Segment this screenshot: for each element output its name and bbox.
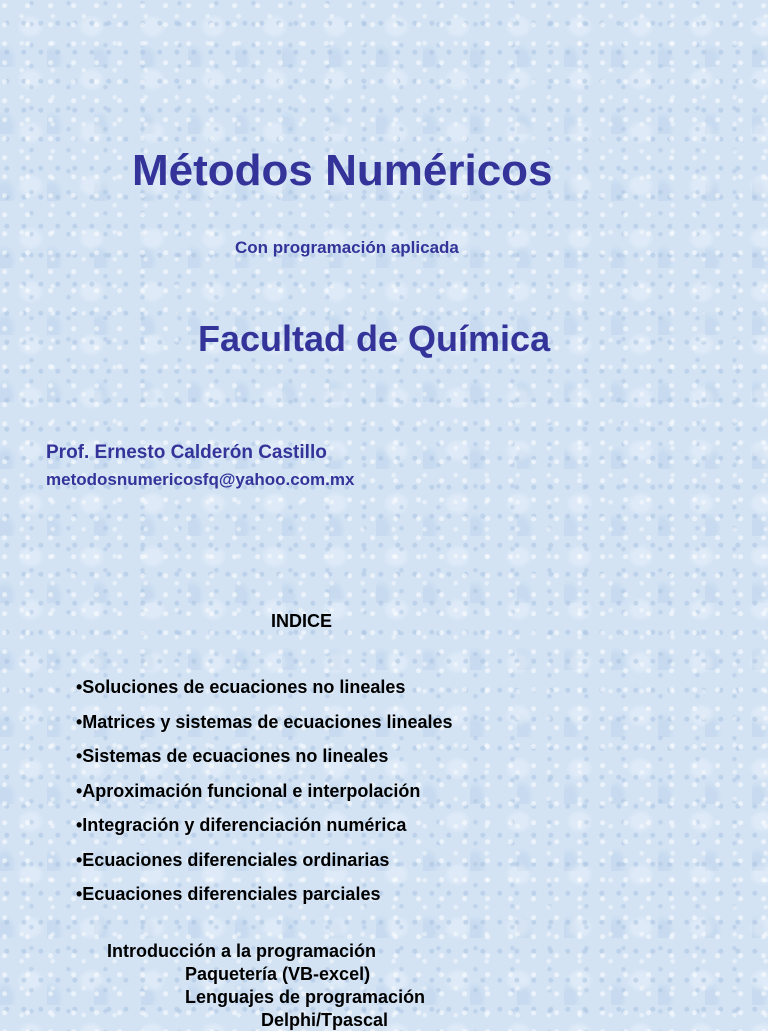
slide-subtitle: Con programación aplicada (235, 238, 459, 257)
index-item: •Aproximación funcional e interpolación (76, 780, 421, 801)
programming-intro: Introducción a la programación (107, 941, 377, 961)
index-item: •Integración y diferenciación numérica (76, 815, 407, 835)
slide-title: Métodos Numéricos (132, 146, 553, 195)
professor-name: Prof. Ernesto Calderón Castillo (46, 442, 327, 463)
index-item: •Matrices y sistemas de ecuaciones lineales (76, 711, 453, 732)
contact-email: metodosnumericosfq@yahoo.com.mx (46, 470, 355, 489)
index-list (76, 676, 453, 918)
programming-delphi: Delphi/Tpascal (261, 1010, 389, 1030)
index-item: •Sistemas de ecuaciones no lineales (76, 746, 389, 766)
index-item: •Ecuaciones diferenciales ordinarias (76, 849, 390, 870)
index-item: •Ecuaciones diferenciales parciales (76, 884, 381, 904)
index-heading: INDICE (271, 611, 333, 631)
faculty-name: Facultad de Química (198, 318, 551, 359)
index-item: •Soluciones de ecuaciones no lineales (76, 677, 406, 697)
programming-package: Paquetería (VB-excel) (185, 964, 371, 984)
programming-languages: Lenguajes de programación (185, 987, 426, 1007)
